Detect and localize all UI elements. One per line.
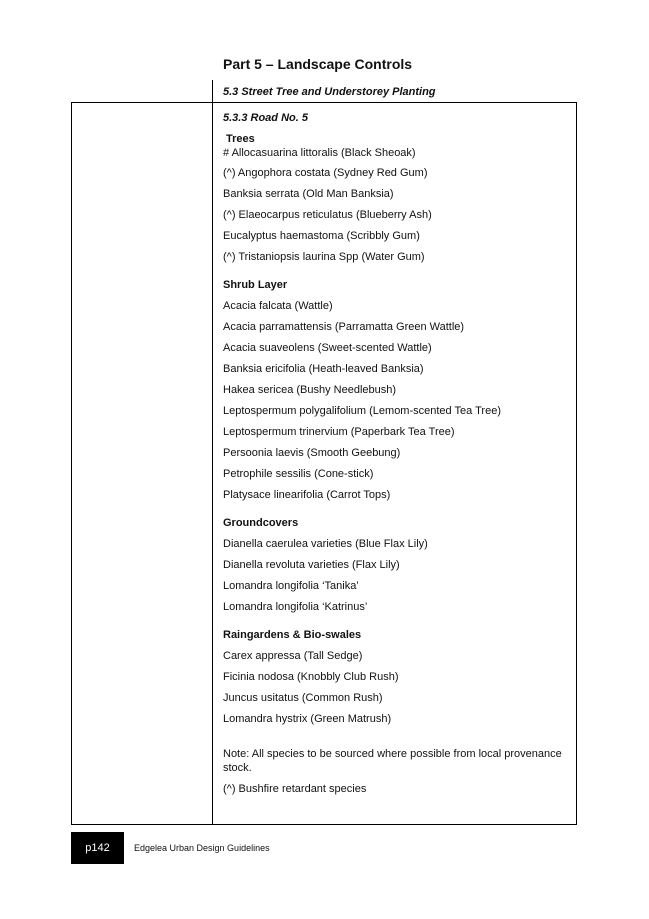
page-number-badge xyxy=(71,832,124,864)
list-item: Lomandra longifolia ‘Katrinus’ xyxy=(223,601,368,613)
list-item: Lomandra longifolia ‘Tanika’ xyxy=(223,580,359,592)
list-item: Juncus usitatus (Common Rush) xyxy=(223,692,383,704)
content-column xyxy=(223,111,568,796)
list-item: Persoonia laevis (Smooth Geebung) xyxy=(223,447,401,459)
list-item: Platysace linearifolia (Carrot Tops) xyxy=(223,489,391,501)
list-item: Acacia falcata (Wattle) xyxy=(223,300,333,312)
list-item: # Allocasuarina littoralis (Black Sheoak) xyxy=(223,147,416,159)
list-item: Leptospermum trinervium (Paperbark Tea Tree) xyxy=(223,426,455,438)
list-item: Banksia serrata (Old Man Banksia) xyxy=(223,188,394,200)
footer-doc-title: Edgelea Urban Design Guidelines xyxy=(134,843,270,853)
section-title: 5.3 Street Tree and Understorey Planting xyxy=(223,86,436,98)
list-item: Lomandra hystrix (Green Matrush) xyxy=(223,713,392,725)
subsection-title: 5.3.3 Road No. 5 xyxy=(223,112,308,124)
list-item: (^) Tristaniopsis laurina Spp (Water Gum) xyxy=(223,251,425,263)
list-item: Ficinia nodosa (Knobbly Club Rush) xyxy=(223,671,399,683)
bushfire-legend: (^) Bushfire retardant species xyxy=(223,783,367,795)
trees-group xyxy=(223,132,568,264)
list-item: Eucalyptus haemastoma (Scribbly Gum) xyxy=(223,230,420,242)
groundcovers-heading: Groundcovers xyxy=(223,517,299,529)
shrub-layer-group xyxy=(223,278,568,502)
groundcovers-group xyxy=(223,516,568,614)
provenance-note: Note: All species to be sourced where possible from local provenance stock. xyxy=(223,748,562,774)
list-item: Dianella caerulea varieties (Blue Flax Lily) xyxy=(223,538,428,550)
list-item: Leptospermum polygalifolium (Lemom-scented Tea Tree) xyxy=(223,405,501,417)
list-item: Hakea sericea (Bushy Needlebush) xyxy=(223,384,397,396)
trees-heading: Trees xyxy=(226,133,255,145)
list-item: Acacia parramattensis (Parramatta Green Wattle) xyxy=(223,321,465,333)
page-number: p142 xyxy=(85,842,110,854)
column-divider xyxy=(212,102,213,825)
shrub-layer-heading: Shrub Layer xyxy=(223,279,288,291)
list-item: Petrophile sessilis (Cone-stick) xyxy=(223,468,374,480)
list-item: Banksia ericifolia (Heath-leaved Banksia) xyxy=(223,363,424,375)
column-divider-top xyxy=(212,80,213,103)
list-item: Acacia suaveolens (Sweet-scented Wattle) xyxy=(223,342,432,354)
raingardens-heading: Raingardens & Bio-swales xyxy=(223,629,362,641)
part-title: Part 5 – Landscape Controls xyxy=(223,56,413,72)
list-item: Carex appressa (Tall Sedge) xyxy=(223,650,363,662)
list-item: (^) Angophora costata (Sydney Red Gum) xyxy=(223,167,428,179)
list-item: (^) Elaeocarpus reticulatus (Blueberry Ash) xyxy=(223,209,432,221)
list-item: Dianella revoluta varieties (Flax Lily) xyxy=(223,559,400,571)
raingardens-group xyxy=(223,628,568,726)
